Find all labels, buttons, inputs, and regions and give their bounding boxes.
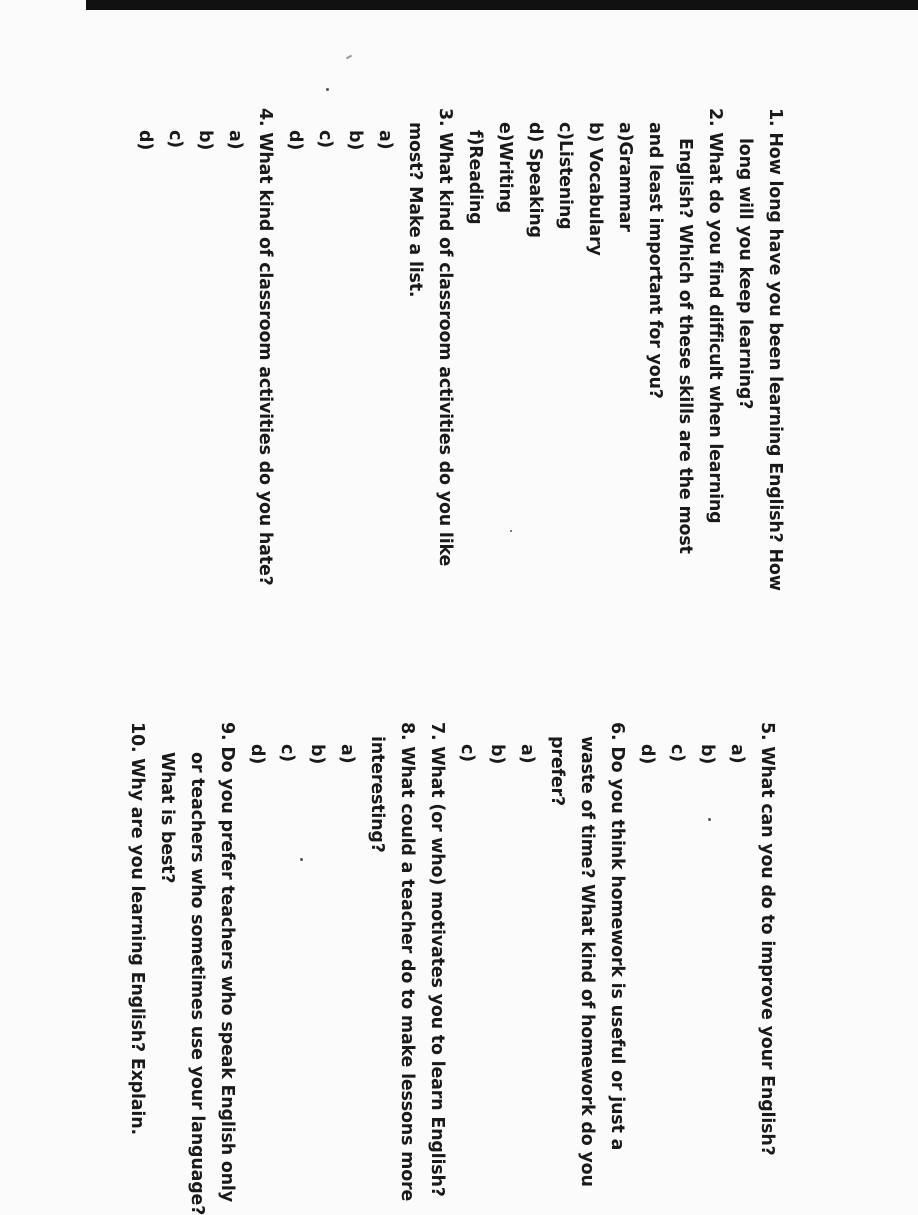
q3-answer-d: d) [285, 130, 305, 151]
q7-line1: 7. What (or who) motivates you to learn English? [427, 722, 447, 1197]
q9-line3: What is best? [157, 752, 177, 884]
q8-answer-d: d) [247, 744, 267, 765]
option-listening: c)Listening [555, 122, 575, 230]
q2-line3: and least important for you? [645, 122, 665, 399]
q9-line2: or teachers who sometimes use your language? [187, 752, 207, 1215]
right-question-column [122, 722, 782, 1215]
option-vocabulary: b) Vocabulary [585, 122, 605, 256]
scan-speck [510, 530, 512, 532]
q5-answer-c: c) [667, 744, 687, 762]
q10-line1: 10. Why are you learning English? Explain. [127, 722, 147, 1135]
q2-line1: 2. What do you find difficult when learning [705, 108, 725, 524]
q3-answer-c: c) [315, 130, 335, 148]
q6-line1: 6. Do you think homework is useful or just a [607, 722, 627, 1151]
q1-line1: 1. How long have you been learning English? How [765, 108, 785, 591]
q4-answer-c: c) [165, 130, 185, 148]
scan-speck [300, 858, 303, 861]
q5-answer-d: d) [637, 744, 657, 765]
q6-line3: prefer? [547, 736, 567, 806]
q8-line1: 8. What could a teacher do to make lessons more [397, 722, 417, 1202]
q4-answer-d: d) [135, 130, 155, 151]
q9-line1: 9. Do you prefer teachers who speak English only [217, 722, 237, 1202]
option-speaking: d) Speaking [525, 122, 545, 238]
q6-answer-b: b) [487, 744, 507, 765]
q8-line2: interesting? [367, 736, 387, 853]
q8-answer-b: b) [307, 744, 327, 765]
q2-line2: English? Which of these skills are the most [675, 138, 695, 554]
q3-line1: 3. What kind of classroom activities do you like [435, 108, 455, 567]
q3-answer-b: b) [345, 130, 365, 151]
scan-speck [708, 818, 711, 821]
q5-answer-b: b) [697, 744, 717, 765]
left-question-column [130, 108, 790, 591]
q3-line2: most? Make a list. [405, 122, 425, 298]
q5-line1: 5. What can you do to improve your English? [757, 722, 777, 1156]
option-grammar: a)Grammar [615, 122, 635, 232]
q6-answer-c: c) [457, 744, 477, 762]
q3-answer-a: a) [375, 130, 395, 150]
q4-answer-a: a) [225, 130, 245, 150]
option-writing: e)Writing [495, 122, 515, 214]
q4-answer-b: b) [195, 130, 215, 151]
scan-speck [346, 55, 352, 60]
scan-speck [326, 88, 329, 91]
q8-answer-a: a) [337, 744, 357, 764]
q4-line1: 4. What kind of classroom activities do you hate? [255, 108, 275, 586]
q1-line2: long will you keep learning? [735, 138, 755, 410]
q6-line2: waste of time? What kind of homework do you [577, 736, 597, 1187]
q5-answer-a: a) [727, 744, 747, 764]
q8-answer-c: c) [277, 744, 297, 762]
option-reading: f)Reading [465, 130, 485, 225]
q6-answer-a: a) [517, 744, 537, 764]
